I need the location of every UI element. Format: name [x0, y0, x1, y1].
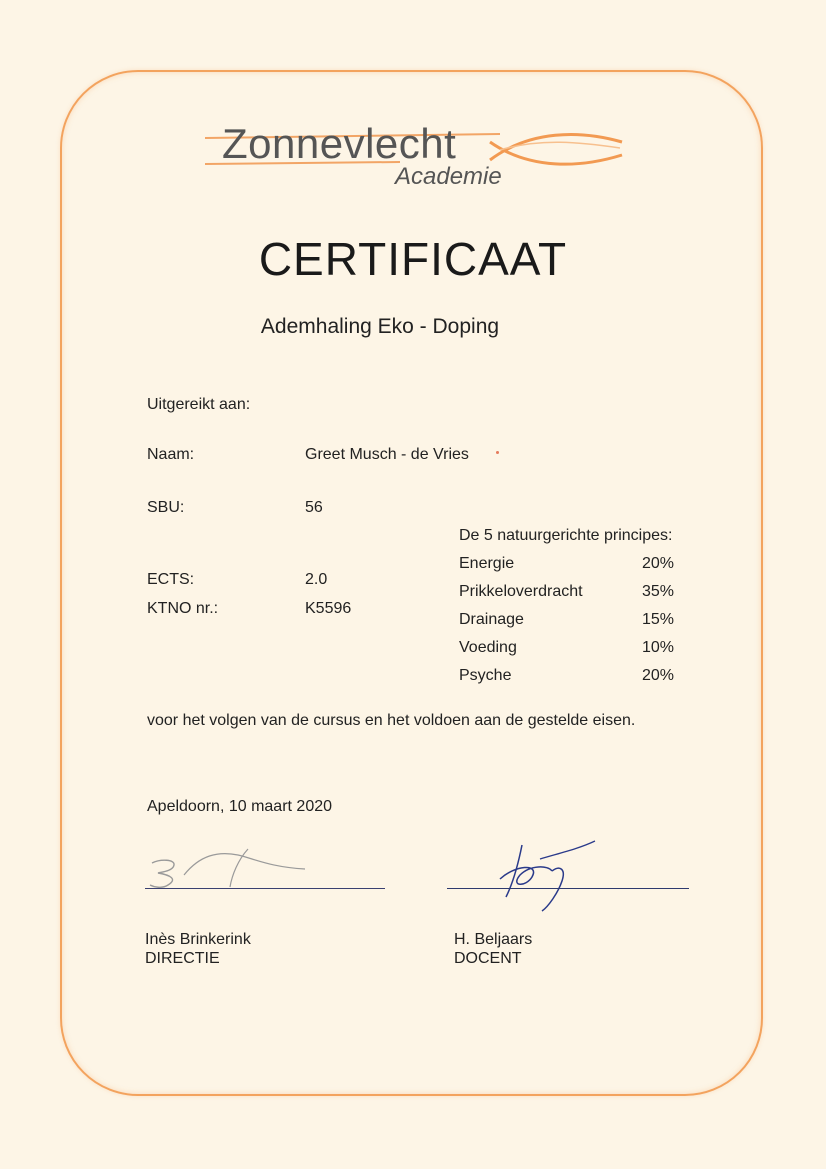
principle-name: Drainage [459, 611, 524, 628]
ink-mark [496, 451, 499, 454]
issued-to-label: Uitgereikt aan: [147, 396, 251, 413]
principle-name: Energie [459, 555, 515, 572]
director-signature-line [145, 888, 385, 889]
principle-percentage: 10% [641, 639, 674, 656]
teacher-signature [470, 835, 610, 915]
principle-percentage: 35% [641, 583, 674, 600]
ktno-value: K5596 [305, 600, 352, 617]
principle-name: Prikkeloverdracht [459, 583, 583, 600]
sbu-label: SBU: [147, 499, 185, 516]
ects-label: ECTS: [147, 571, 195, 588]
name-value: Greet Musch - de Vries [305, 446, 469, 463]
principle-name: Psyche [459, 667, 512, 684]
principle-percentage: 15% [641, 611, 674, 628]
principle-name: Voeding [459, 639, 517, 656]
certificate-title: CERTIFICAAT [258, 233, 568, 285]
ects-value: 2.0 [305, 571, 328, 588]
principle-percentage: 20% [641, 667, 674, 684]
teacher-role: DOCENT [454, 950, 522, 967]
course-title: Ademhaling Eko - Doping [260, 315, 500, 338]
teacher-signature-line [447, 888, 689, 889]
teacher-name: H. Beljaars [454, 931, 533, 948]
principle-percentage: 20% [641, 555, 674, 572]
ktno-label: KTNO nr.: [147, 600, 219, 617]
logo-name: Zonnevlecht [222, 120, 457, 167]
place-and-date: Apeldoorn, 10 maart 2020 [147, 798, 333, 815]
sbu-value: 56 [305, 499, 323, 516]
director-name: Inès Brinkerink [145, 931, 251, 948]
academy-logo [200, 120, 630, 195]
completion-statement: voor het volgen van de cursus en het voldoen aan de gestelde eisen. [147, 712, 636, 729]
name-label: Naam: [147, 446, 195, 463]
principles-heading: De 5 natuurgerichte principes: [459, 527, 673, 544]
logo-subtitle: Academie [395, 163, 502, 190]
director-role: DIRECTIE [145, 950, 220, 967]
